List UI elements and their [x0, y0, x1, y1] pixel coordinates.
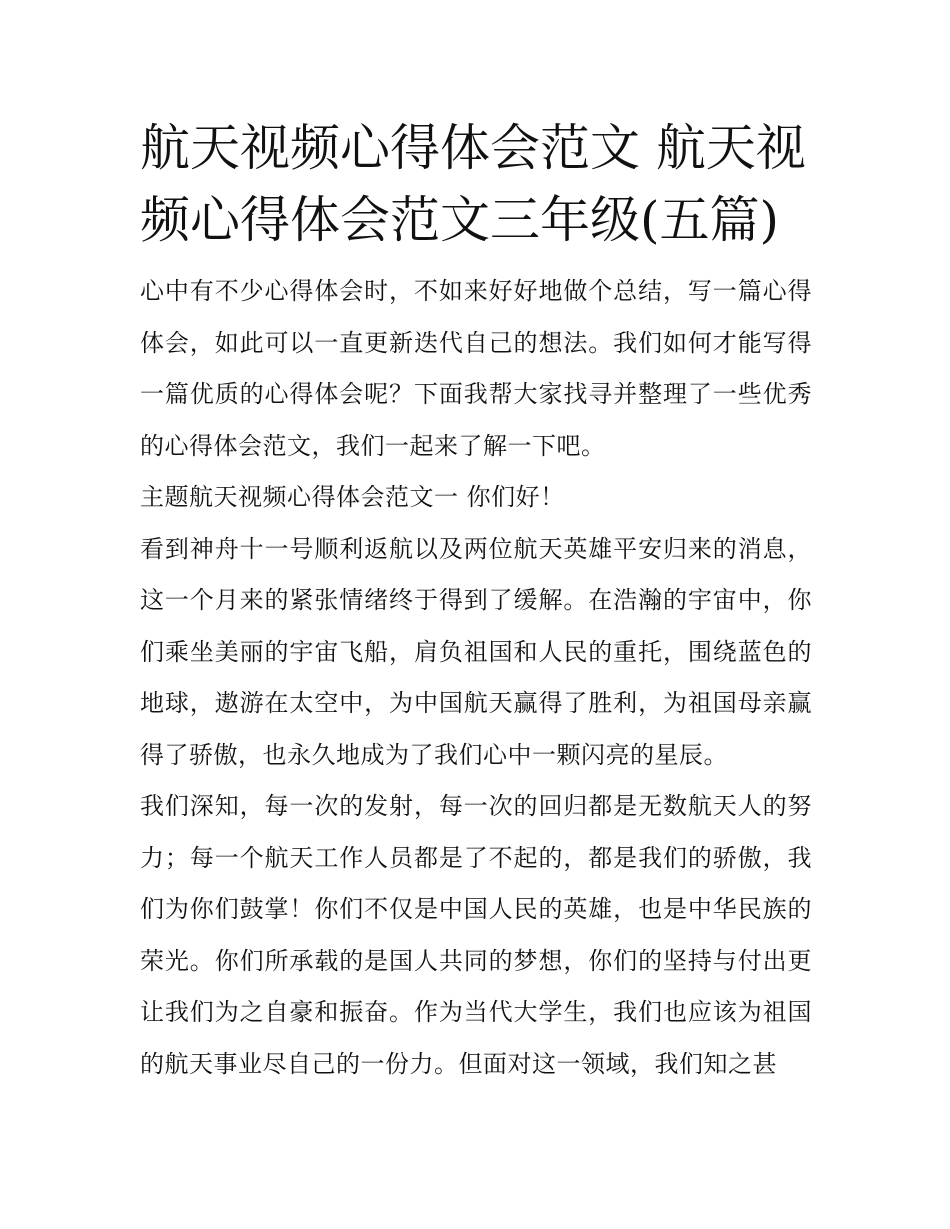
document-body: [140, 112, 812, 1090]
body-paragraph: 看到神舟十一号顺利返航以及两位航天英雄平安归来的消息，这一个月来的紧张情绪终于得到了缓解。在浩瀚的宇宙中，你们乘坐美丽的宇宙飞船，肩负祖国和人民的重托，围绕蓝色的地球，遨游在太空中，为中国航天赢得了胜利，为祖国母亲赢得了骄傲，也永久地成为了我们心中一颗闪亮的星辰。: [140, 534, 812, 769]
intro-paragraph: 心中有不少心得体会时，不如来好好地做个总结，写一篇心得体会，如此可以一直更新迭代自己的想法。我们如何才能写得一篇优质的心得体会呢？下面我帮大家找寻并整理了一些优秀的心得体会范文，我们一起来了解一下吧。: [140, 277, 812, 460]
document-title: 航天视频心得体会范文 航天视频心得体会范文三年级(五篇): [140, 119, 806, 249]
body-paragraph: 我们深知，每一次的发射，每一次的回归都是无数航天人的努力；每一个航天工作人员都是了不起的，都是我们的骄傲，我们为你们鼓掌！你们不仅是中国人民的英雄，也是中华民族的荣光。你们所承载的是国人共同的梦想，你们的坚持与付出更让我们为之自豪和振奋。作为当代大学生，我们也应该为祖国的航天事业尽自己的一份力。但面对这一领域，我们知之甚: [140, 792, 812, 1078]
section-heading: 主题航天视频心得体会范文一 你们好！: [140, 483, 565, 511]
